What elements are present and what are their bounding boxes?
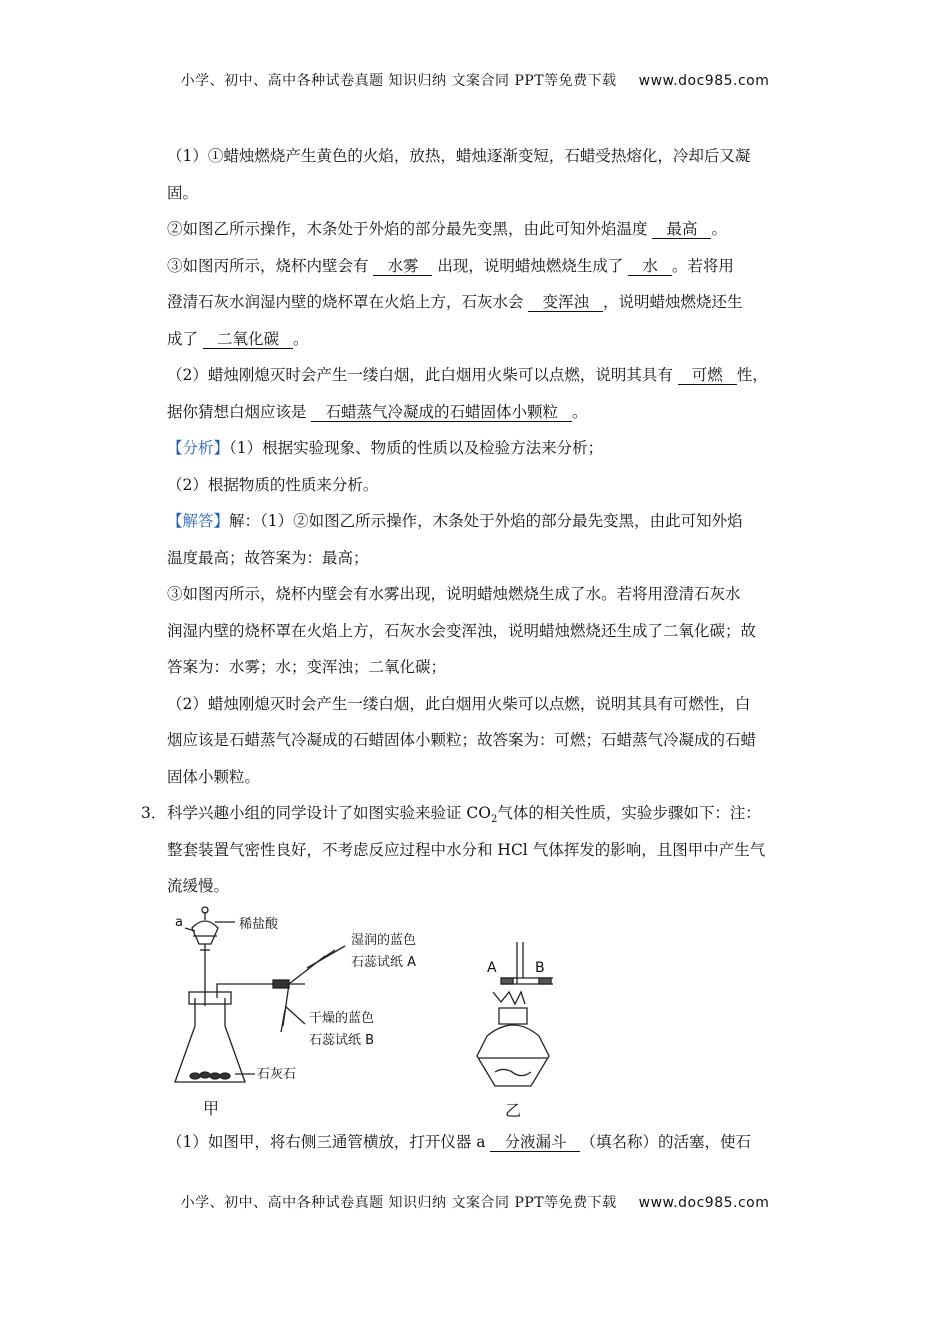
apparatus-diagram	[165, 906, 585, 1126]
answer-blank: 可燃	[678, 366, 737, 385]
q2-line-6-text: 成了	[167, 329, 203, 348]
paper-a-label-2: 石蕊试纸 A	[351, 955, 417, 970]
paper-a-piece	[501, 978, 513, 984]
answer-blank: 水雾	[373, 257, 432, 276]
rubber-connector	[273, 980, 289, 988]
answer-blank: 石蜡蒸气冷凝成的石蜡固体小颗粒	[311, 403, 572, 422]
q3-last-line-text: （1）如图甲，将右侧三通管横放，打开仪器 a	[167, 1133, 491, 1151]
q3-line-1-text: 科学兴趣小组的同学设计了如图实验来验证 CO	[167, 804, 491, 822]
analysis-tag: 【分析】	[167, 439, 230, 457]
tube-label-b: B	[535, 960, 545, 976]
separatory-funnel	[192, 921, 218, 944]
q2-line-4-text: ③如图丙所示，烧杯内壁会有	[167, 256, 374, 275]
paper-a-leader	[307, 946, 345, 968]
solution-tag: 【解答】	[167, 512, 230, 530]
q3-line-2: 整套装置气密性良好，不考虑反应过程中水分和 HCl 气体挥发的影响，且图甲中产生气	[167, 840, 766, 859]
header-text: 小学、初中、高中各种试卷真题 知识归纳 文案合同 PPT等免费下载	[180, 73, 617, 89]
lamp-neck	[499, 1008, 527, 1024]
solution-line-2: 温度最高；故答案为：最高；	[167, 548, 369, 567]
solution-text-1: 解：（1）②如图乙所示操作，木条处于外焰的部分最先变黑，由此可知外焰	[229, 512, 743, 530]
paper-b-label-1: 干燥的蓝色	[309, 1011, 375, 1026]
label-a-leader	[185, 928, 195, 931]
conical-flask	[175, 998, 245, 1082]
limestone-piece	[190, 1073, 200, 1079]
q2-line-5	[167, 284, 807, 321]
q2-line-8-end: 。	[571, 402, 588, 421]
tube-label-a: A	[487, 960, 497, 976]
q2-line-3-end: 。	[711, 220, 727, 238]
q3-line-1	[141, 795, 807, 832]
footer-text: 小学、初中、高中各种试卷真题 知识归纳 文案合同 PPT等免费下载	[180, 1195, 617, 1211]
answer-blank: 水	[628, 257, 672, 276]
caption-jia: 甲	[203, 1099, 220, 1118]
q2-line-8-text: 据你猜想白烟应该是	[167, 402, 312, 421]
q2-line-3-text: ②如图乙所示操作，木条处于外焰的部分最先变黑，由此可知外焰温度	[167, 220, 653, 238]
limestone-piece	[220, 1073, 230, 1079]
answer-blank: 变浑浊	[528, 293, 603, 312]
stone-label: 石灰石	[257, 1067, 297, 1082]
paper-b-leader	[285, 1006, 305, 1024]
q2-line-8	[167, 394, 807, 431]
q2-line-4-mid: 出现，说明蜡烛燃烧生成了	[432, 256, 629, 275]
q2-line-7-text: （2）蜡烛刚熄灭时会产生一缕白烟，此白烟用火柴可以点燃，说明其具有	[167, 366, 678, 384]
q3-line-1-end: 气体的相关性质，实验步骤如下：注：	[497, 804, 761, 822]
q2-line-4-end: 。若将用	[671, 256, 734, 275]
header-site: www.doc985.com	[638, 73, 770, 89]
q2-line-7	[167, 357, 807, 394]
q2-line-2: 固。	[167, 183, 199, 202]
solution-line-8: 固体小颗粒。	[167, 767, 261, 786]
answer-blank: 最高	[652, 220, 711, 239]
analysis-text-1: （1）根据实验现象、物质的性质以及检验方法来分析；	[229, 439, 604, 457]
analysis-line-2: （2）根据物质的性质来分析。	[167, 475, 379, 494]
q2-line-6	[167, 321, 807, 358]
answer-blank: 分液漏斗	[490, 1133, 580, 1152]
q3-last-line	[167, 1124, 807, 1161]
experiment-figure	[165, 906, 585, 1126]
q2-line-6-end: 。	[292, 329, 309, 348]
paper-a-label-1: 湿润的蓝色	[351, 933, 417, 948]
label-a: a	[175, 915, 183, 930]
acid-label: 稀盐酸	[239, 917, 279, 932]
flame-marks	[493, 992, 525, 1004]
document-body	[141, 138, 807, 905]
caption-yi: 乙	[505, 1101, 522, 1120]
solution-line-4: 润湿内壁的烧杯罩在火焰上方，石灰水会变浑浊，说明蜡烛燃烧还生成了二氧化碳；故	[167, 621, 757, 640]
limestone-piece	[200, 1072, 210, 1078]
paper-b-label-2: 石蕊试纸 B	[309, 1033, 375, 1048]
q3-continued	[167, 1124, 807, 1161]
wick-coil	[495, 1069, 531, 1075]
q2-line-1: （1）①蜡烛燃烧产生黄色的火焰，放热，蜡烛逐渐变短，石蜡受热熔化，冷却后又凝	[167, 147, 751, 165]
alcohol-lamp	[477, 1025, 549, 1086]
q3-last-line-end: （填名称）的活塞，使石	[580, 1133, 751, 1151]
q2-line-5-end: ，说明蜡烛燃烧还生	[602, 293, 743, 311]
solution-line-6: （2）蜡烛刚熄灭时会产生一缕白烟，此白烟用火柴可以点燃，说明其具有可燃性，白	[167, 694, 751, 713]
solution-line-5: 答案为：水雾；水；变浑浊；二氧化碳；	[167, 658, 447, 676]
analysis-line-1	[167, 430, 807, 467]
delivery-tube	[217, 984, 305, 998]
page-header	[0, 70, 950, 90]
solution-line-7: 烟应该是石蜡蒸气冷凝成的石蜡固体小颗粒；故答案为：可燃；石蜡蒸气冷凝成的石蜡	[167, 731, 757, 749]
limestone-piece	[210, 1073, 220, 1079]
page-footer	[0, 1192, 950, 1212]
q2-line-3	[167, 211, 807, 248]
co2-subscript: 2	[491, 814, 498, 826]
q3-line-3: 流缓慢。	[167, 877, 230, 895]
solution-line-1	[167, 503, 807, 540]
q2-line-5-text: 澄清石灰水润湿内壁的烧杯罩在火焰上方，石灰水会	[167, 293, 529, 311]
q2-line-4	[167, 248, 807, 285]
answer-blank: 二氧化碳	[203, 330, 293, 349]
q2-line-7-end: 性，	[736, 366, 768, 384]
paper-b-piece	[539, 978, 551, 984]
solution-line-3: ③如图丙所示，烧杯内壁会有水雾出现，说明蜡烛燃烧生成了水。若将用澄清石灰水	[167, 585, 741, 603]
footer-site: www.doc985.com	[638, 1195, 770, 1211]
question-number: 3．	[141, 804, 167, 822]
